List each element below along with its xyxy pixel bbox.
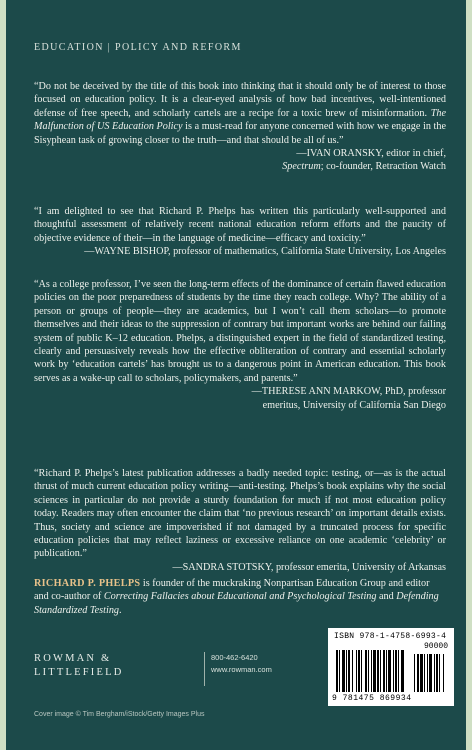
cover-image-credit: Cover image © Tim Bergham/iStock/Getty Images Plus [34,711,205,718]
barcode-image [334,642,448,694]
endorsement-text: “Richard P. Phelps’s latest publication addresses a badly needed topic: testing, or—as is the actual thrust of much current education policy writing—anti-testing. Phelps’s book explains why the social sciences in particular do not provide a sturdy foundation for much if not most education policy today. Readers may often encounter the claim that ‘no previous research’ on important details exists. Thus, society and science are impoverished if not damaged by a truncated process for specific education policies that may reflect laziness or excessive reliance on one academic ‘celebrity’ or publication.” [34,468,446,560]
publisher-website: www.rowman.com [211,665,272,674]
ean-number: 9 781475 869934 [332,694,412,703]
endorsement-attribution: —THERESE ANN MARKOW, PhD, professor emeritus, University of California San Diego [251,386,446,411]
book-title: Defending Standardized Testing [34,591,439,616]
endorsement-text: “I am delighted to see that Richard P. Phelps has written this particularly well-supported and thoughtful assessment of relatively recent national education reform efforts and the paucity of objective evidence of their—in the language of medicine—efficacy and toxicity.” [34,206,446,244]
isbn-label: ISBN 978-1-4758-6993-4 [334,632,447,641]
publisher-contact [204,652,272,686]
book-title: The Malfunction of US Education Policy [34,107,446,133]
barcode-panel [328,628,454,706]
category-label: EDUCATION | POLICY AND REFORM [34,42,242,53]
endorsement-attribution: —IVAN ORANSKY, editor in chief, Spectrum; co-founder, Retraction Watch [282,148,446,173]
book-title: Correcting Fallacies about Educational and Psychological Testing [103,591,377,603]
price-code: 90000 [423,642,448,651]
endorsement-attribution: —WAYNE BISHOP, professor of mathematics, California State University, Los Angeles [84,246,446,258]
endorsement-stotsky [34,467,446,574]
endorsement-text: “Do not be deceived by the title of this book into thinking that it should only be of interest to those focused on education policy. It is a clear-eyed analysis of how bad incentives, well-intentioned defense of free speech, and scholarly cartels are a recipe for a toxic brew of misinformation. The Malfunction of US Education Policy is a must-read for anyone concerned with how we engage in the Sisyphean task of growing closer to the truth—and that should be all of us.” [34,81,446,146]
publisher-phone: 800-462-6420 [211,653,258,662]
author-name: RICHARD P. PHELPS [34,578,141,589]
author-bio: RICHARD P. PHELPS is founder of the muckraking Nonpartisan Education Group and editor and co-author of Correcting Fallacies about Educational and Psychological Testing and Defending Standardized Testing. [34,578,439,616]
endorsement-attribution: —SANDRA STOTSKY, professor emerita, University of Arkansas [172,561,446,573]
publisher-logo: ROWMAN & LITTLEFIELD [34,653,124,678]
back-cover [6,0,466,750]
endorsement-markow [34,278,446,412]
endorsement-text: “As a college professor, I’ve seen the long-term effects of the dominance of certain flawed education policies on the poor preparedness of students by the time they reach college. Why? The ability of a person or groups of people—they are academics, but I won’t call them scholars—to promote themselves and their ideas to the suppression of contrary but important works are behind our failing system of public K–12 education. Phelps, a distinguished expert in the field of standardized testing, clearly and persuasively reveals how the effective obliteration of contrary and essential scholarly work by ‘education cartels’ has brought us to a dangerous point in American education. This book serves as a wake-up call to scholars, policymakers, and parents.” [34,279,446,384]
endorsement-oransky [34,80,446,174]
endorsement-bishop [34,205,446,259]
